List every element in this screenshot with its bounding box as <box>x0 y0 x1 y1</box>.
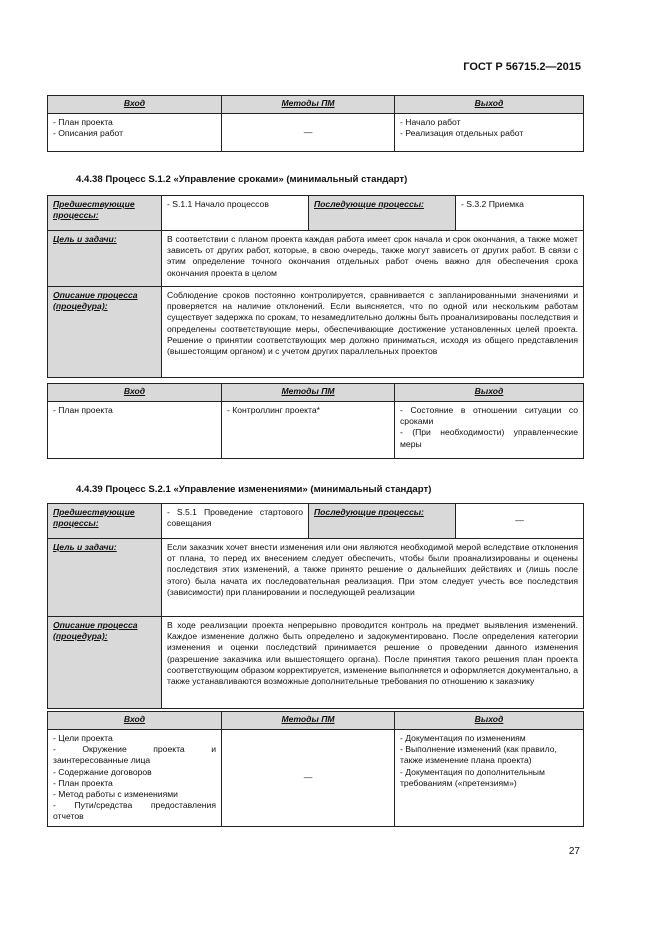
col-header-input: Вход <box>48 96 222 114</box>
list-item: - Документация по дополнительным требованиям («претензиям») <box>400 767 578 789</box>
inputs-cell <box>48 402 222 459</box>
list-item: - Метод работы с изменениями <box>53 789 216 800</box>
list-item: - (При необходимости) управленческие меры <box>400 427 578 449</box>
col-header-output: Выход <box>395 384 584 402</box>
page-number: 27 <box>568 846 580 857</box>
outputs-cell <box>395 402 584 459</box>
col-header-output: Выход <box>395 712 584 730</box>
process-table <box>47 195 584 378</box>
list-item: - Описания работ <box>53 128 216 139</box>
list-item: - Цели проекта <box>53 733 216 744</box>
io-table-top <box>47 95 584 152</box>
list-item: - План проекта <box>53 778 216 789</box>
goal-text: В соответствии с планом проекта каждая работа имеет срок начала и срок окончания, а также может зависеть от других работ, которые, в свою очередь, также могут зависеть от других работ. В связи с этим определение точного окончания отдельных работ очень важно для обеспечения срока окончания проекта в целом <box>162 231 584 287</box>
successors-label: Последующие процессы: <box>309 504 456 539</box>
io-table <box>47 383 584 459</box>
col-header-methods: Методы ПМ <box>222 384 395 402</box>
description-label: Описание процесса (процедура): <box>48 617 162 709</box>
methods-cell: — <box>222 114 395 152</box>
predecessors-value: - S.1.1 Начало процессов <box>162 196 309 231</box>
list-item: - Пути/средства предоставления отчетов <box>53 800 216 822</box>
successors-value: — <box>456 504 584 539</box>
goal-label: Цель и задачи: <box>48 231 162 287</box>
inputs-cell <box>48 730 222 827</box>
io-table <box>47 711 584 827</box>
section-title: 4.4.39 Процесс S.2.1 «Управление изменениями» (минимальный стандарт) <box>76 484 432 495</box>
description-text: В ходе реализации проекта непрерывно проводится контроль на предмет выявления изменений. Каждое изменение должно быть определено и задокументировано. После определения категории изменения и оценки последствий принимается решение о проведении данного изменения (разрешение заказчика или вышестоящего органа). После принятия такого решения план проекта соответствующим образом корректируется, изменение выполняется и оформляется документально, а также устанавливаются возможные дополнительные требования по отношению к заказчику <box>162 617 584 709</box>
list-item: - Окружение проекта и заинтересованные лица <box>53 744 216 766</box>
standard-number: ГОСТ Р 56715.2—2015 <box>463 61 581 73</box>
methods-cell <box>222 402 395 459</box>
goal-label: Цель и задачи: <box>48 539 162 617</box>
list-item: - План проекта <box>53 117 216 128</box>
list-item: - Начало работ <box>400 117 578 128</box>
list-item: - Документация по изменениям <box>400 733 578 744</box>
section-title: 4.4.38 Процесс S.1.2 «Управление сроками» (минимальный стандарт) <box>76 174 408 185</box>
col-header-input: Вход <box>48 712 222 730</box>
successors-value: - S.3.2 Приемка <box>456 196 584 231</box>
goal-text: Если заказчик хочет внести изменения или они являются необходимой мерой вследствие отклонения от плана, то перед их внесением следует обеспечить, чтобы были проанализированы и оценены последствия этих изменений, а также принято решение о дальнейших действиях и (лишь после этого) была начата их последовательная реализация. При этом следует учесть все последствия (зависимости) при планировании и последующей реализации <box>162 539 584 617</box>
list-item: - Выполнение изменений (как правило, также изменение плана проекта) <box>400 744 578 766</box>
list-item: - Содержание договоров <box>53 767 216 778</box>
outputs-cell <box>395 114 584 152</box>
inputs-cell <box>48 114 222 152</box>
description-label: Описание процесса (процедура): <box>48 287 162 378</box>
col-header-output: Выход <box>395 96 584 114</box>
predecessors-label: Предшествующие процессы: <box>48 504 162 539</box>
list-item: - Состояние в отношении ситуации со сроками <box>400 405 578 427</box>
successors-label: Последующие процессы: <box>309 196 456 231</box>
list-item: - Реализация отдельных работ <box>400 128 578 139</box>
col-header-methods: Методы ПМ <box>222 712 395 730</box>
list-item: - План проекта <box>53 405 216 416</box>
predecessors-value: - S.5.1 Проведение стартового совещания <box>162 504 309 539</box>
process-table <box>47 503 584 709</box>
col-header-methods: Методы ПМ <box>222 96 395 114</box>
methods-cell: — <box>222 730 395 827</box>
description-text: Соблюдение сроков постоянно контролируется, сравнивается с запланированными значениями и проверяется на наличие отклонений. Если выясняется, что по одной или нескольким работам существует задержка по срокам, то незамедлительно должны быть проанализированы последствия и определены соответствующие меры, обеспечивающие достижение установленных целей проекта. Решение о принятии соответствующих мер должно приниматься, исходя из общего представления (вышестоящим органом) и с учетом других параллельных проектов <box>162 287 584 378</box>
list-item: - Контроллинг проекта* <box>227 405 389 416</box>
col-header-input: Вход <box>48 384 222 402</box>
outputs-cell <box>395 730 584 827</box>
predecessors-label: Предшествующие процессы: <box>48 196 162 231</box>
